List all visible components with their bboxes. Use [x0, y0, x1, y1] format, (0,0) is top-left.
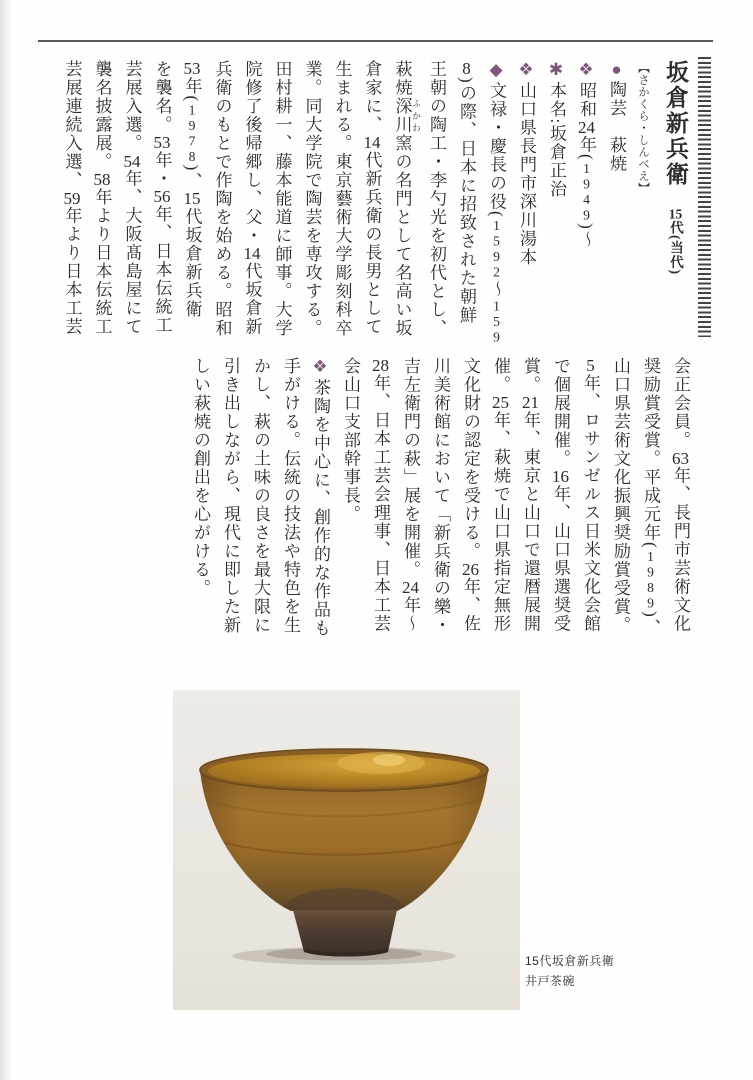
text-column: 5年、ロサンゼルス日米文化会館 [581, 357, 600, 633]
text-column: ✱本名:坂倉正治 [547, 60, 566, 199]
text-column: 芸展連続入選、59年より日本工芸 [62, 60, 82, 336]
text-column: 53年(1978)、15代坂倉新兵衛 [182, 60, 202, 319]
page-edge-shade [0, 0, 12, 1080]
text-column: 王朝の陶工・李勺光を初代とし、 [427, 60, 446, 338]
artwork-photo [173, 690, 520, 1010]
text-column: 文化財の認定を受ける。26年、佐 [461, 357, 480, 633]
text-column-with-ruby [387, 60, 422, 352]
person-name: 坂倉新兵衛 [663, 60, 688, 188]
text-column: ❖茶陶を中心に、創作的な作品も [311, 357, 330, 638]
text-column: 28年、日本工芸会理事、日本工芸 [371, 357, 390, 633]
tea-bowl-illustration [173, 690, 520, 1010]
text-column: 業。同大学院で陶芸を専攻する。 [302, 60, 322, 338]
text-column: 襲名披露展。58年より日本伝統工 [92, 60, 112, 336]
text-column: 会山口支部幹事長。 [341, 357, 360, 524]
text-column: で個展開催。16年、山口県選奨受 [551, 357, 570, 633]
text-column: ❖昭和24年(1949)〜 [577, 60, 596, 249]
text-column: 芸展入選。54年、大阪髙島屋にて [122, 60, 142, 336]
entry-body-block [40, 357, 695, 679]
text-column: 兵衛のもとで作陶を始める。昭和 [212, 60, 232, 338]
text-column: 吉左衛門の萩」展を開催。24年〜 [401, 357, 420, 633]
ruby-base: 深川 [392, 97, 412, 134]
text-column: 会正会員。63年、長門市芸術文化 [671, 357, 690, 633]
photo-caption [525, 952, 614, 992]
dashed-ornament-bar [698, 57, 711, 337]
text-column: 奨励賞受賞。平成元年(1989)、 [641, 357, 660, 637]
text-column: 川美術館において「新兵衛の樂・ [431, 357, 450, 635]
name-reading: 【さかくら・しんべえ】 [637, 62, 649, 194]
text-column: 院修了後帰郷し、父・14代坂倉新 [242, 60, 262, 336]
generation-label: 15代(当代) [668, 207, 683, 276]
text-column: 賞。21年、東京と山口で還暦展開 [521, 357, 540, 633]
text-column: ◆文禄・慶長の役(1592〜159 [487, 60, 506, 346]
text-column: ●陶芸 萩焼 [607, 60, 626, 173]
text-column: 催。25年、萩焼で山口県指定無形 [491, 357, 510, 633]
entry-title [655, 60, 695, 352]
text-column: 山口県芸術文化振興奨励賞受賞。 [611, 357, 630, 635]
caption-artist: 15代坂倉新兵衛 [525, 954, 615, 968]
text-column: 引き出しながら、現代に即した新 [221, 357, 240, 635]
text-column: 手がける。伝統の技法や特色を生 [281, 357, 300, 635]
top-rule [38, 40, 713, 42]
text-column: 田村耕一、藤本能道に師事。大学 [272, 60, 292, 338]
text-column: しい萩焼の創出を心がける。 [191, 357, 210, 598]
text-column: ❖山口県長門市深川湯本 [517, 60, 536, 267]
caption-work: 井戸茶碗 [525, 973, 576, 988]
column-text: 萩焼 [392, 60, 412, 97]
text-column: を襲名。53年・56年、日本伝統工 [152, 60, 172, 335]
ruby-group [392, 97, 421, 134]
text-column: 8)の際、日本に招致された朝鮮 [457, 60, 476, 325]
text-column: 倉家に、14代新兵衛の長男として [362, 60, 382, 336]
text-column: 生まれる。東京藝術大学彫刻科卒 [332, 60, 352, 338]
column-text: 窯の名門として名高い坂 [392, 134, 412, 338]
ruby-furigana: ふかわ [411, 97, 421, 134]
text-column: かし、萩の土味の良さを最大限に [251, 357, 270, 635]
entry-header-block [40, 60, 695, 352]
